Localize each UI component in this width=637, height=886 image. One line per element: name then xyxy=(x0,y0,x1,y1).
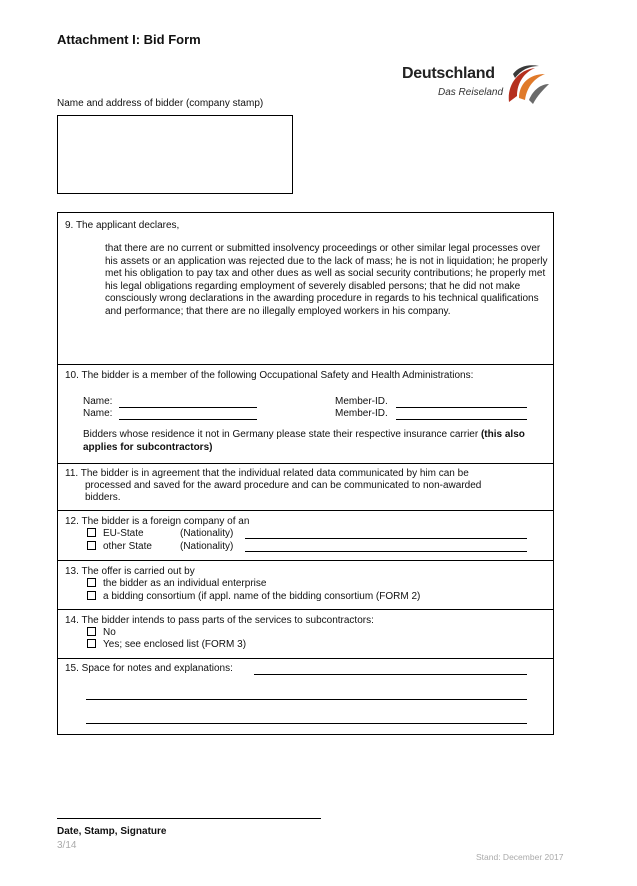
individual-enterprise-option xyxy=(87,578,266,591)
member-id-label-2: Member-ID. xyxy=(335,408,388,419)
section-14 xyxy=(58,610,553,659)
individual-enterprise-checkbox[interactable] xyxy=(87,578,96,587)
nationality-label-2: (Nationality) xyxy=(180,541,234,552)
eu-state-option xyxy=(87,528,144,541)
member-id-field-2[interactable] xyxy=(396,419,527,420)
logo-name: Deutschland xyxy=(402,65,495,82)
name-field-2[interactable] xyxy=(119,419,257,420)
section-15-heading: 15. Space for notes and explanations: xyxy=(65,663,233,674)
section-13-heading: 13. The offer is carried out by xyxy=(65,566,195,577)
deutschland-logo xyxy=(400,62,555,108)
member-id-field-1[interactable] xyxy=(396,407,527,408)
section-14-heading: 14. The bidder intends to pass parts of the services to subcontractors: xyxy=(65,615,374,626)
section-10 xyxy=(58,365,553,464)
declaration-table xyxy=(57,212,554,735)
name-label-2: Name: xyxy=(83,408,113,419)
notes-line-1[interactable] xyxy=(254,674,527,675)
section-12 xyxy=(58,511,553,561)
individual-enterprise-label: the bidder as an individual enterprise xyxy=(103,578,267,589)
nationality-label-1: (Nationality) xyxy=(180,528,234,539)
other-state-label: other State xyxy=(103,541,152,552)
section-9 xyxy=(58,213,553,365)
insurance-note-bold: (this also applies for subcontractors) xyxy=(83,429,525,453)
bidder-address-label: Name and address of bidder (company stamp) xyxy=(57,98,264,109)
notes-line-3[interactable] xyxy=(86,723,527,724)
bidding-consortium-label: a bidding consortium (if appl. name of the bidding consortium (FORM 2) xyxy=(103,591,421,602)
section-11 xyxy=(58,464,553,511)
section-9-heading: 9. The applicant declares, xyxy=(65,220,180,231)
eu-state-checkbox[interactable] xyxy=(87,528,96,537)
section-11-heading: 11. The bidder is in agreement that the individual related data communicated by him can be xyxy=(65,468,469,479)
subcontractors-yes-option xyxy=(87,639,246,652)
member-id-label-1: Member-ID. xyxy=(335,396,388,407)
section-12-heading: 12. The bidder is a foreign company of an xyxy=(65,516,250,527)
nationality-field-2[interactable] xyxy=(245,551,527,552)
name-label-1: Name: xyxy=(83,396,113,407)
page-title: Attachment I: Bid Form xyxy=(57,32,201,47)
other-state-checkbox[interactable] xyxy=(87,541,96,550)
bidding-consortium-checkbox[interactable] xyxy=(87,591,96,600)
other-state-option xyxy=(87,541,152,554)
insurance-carrier-note xyxy=(83,429,543,454)
section-9-declaration-text: that there are no current or submitted insolvency proceedings or other similar legal processes over his assets or an application was rejected due to the lack of mass; he is not in liquidation; he properly met his obligation to pay tax and other dues as well as social security contributions; he properly met his legal obligations regarding employment of severely disabled persons; that he did not make consciously wrong declarations in the awarding procedure in regards to his technical qualifications and performance; that there are no illegally employed workers in his company. xyxy=(105,243,548,317)
section-13 xyxy=(58,561,553,610)
nationality-field-1[interactable] xyxy=(245,538,527,539)
subcontractors-no-label: No xyxy=(103,627,116,638)
company-stamp-box[interactable] xyxy=(57,115,293,194)
insurance-note-text: Bidders whose residence it not in Germany please state their respective insurance carrier xyxy=(83,429,481,440)
signature-label: Date, Stamp, Signature xyxy=(57,826,167,837)
revision-date: Stand: December 2017 xyxy=(476,852,564,862)
bidding-consortium-option xyxy=(87,591,420,604)
eu-state-label: EU-State xyxy=(103,528,144,539)
section-10-heading: 10. The bidder is a member of the following Occupational Safety and Health Administrations: xyxy=(65,370,474,381)
notes-line-2[interactable] xyxy=(86,699,527,700)
name-field-1[interactable] xyxy=(119,407,257,408)
signature-line[interactable] xyxy=(57,818,321,819)
section-15 xyxy=(58,659,553,735)
subcontractors-yes-checkbox[interactable] xyxy=(87,639,96,648)
section-11-line-3: bidders. xyxy=(85,492,121,503)
section-11-line-2: processed and saved for the award procedure and can be communicated to non-awarded xyxy=(85,480,482,491)
subcontractors-yes-label: Yes; see enclosed list (FORM 3) xyxy=(103,639,247,650)
logo-swirl-icon xyxy=(503,62,551,108)
logo-tagline: Das Reiseland xyxy=(438,87,504,98)
subcontractors-no-option xyxy=(87,627,116,640)
page-number: 3/14 xyxy=(57,840,77,851)
subcontractors-no-checkbox[interactable] xyxy=(87,627,96,636)
